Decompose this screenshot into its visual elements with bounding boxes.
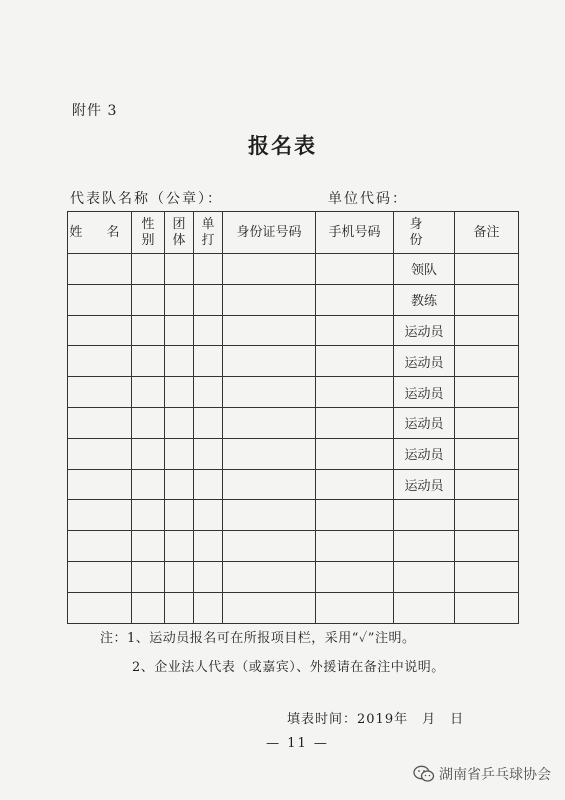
- cell-singles[interactable]: [194, 531, 223, 562]
- team-name-label: 代表队名称（公章）：: [70, 191, 223, 207]
- cell-gender[interactable]: [132, 592, 165, 623]
- cell-name[interactable]: [68, 469, 132, 500]
- cell-gender[interactable]: [132, 377, 165, 408]
- header-phone: 手机号码: [316, 212, 394, 254]
- note-line-2: 2、企业法人代表（或嘉宾）、外援请在备注中说明。: [132, 660, 445, 675]
- table-body: [68, 254, 519, 624]
- cell-id-number[interactable]: [223, 407, 316, 438]
- table-row: [68, 592, 519, 623]
- cell-role: 教练: [394, 284, 455, 315]
- cell-id-number[interactable]: [223, 284, 316, 315]
- header-role: 身 份: [394, 212, 455, 254]
- cell-remarks[interactable]: [455, 438, 519, 469]
- cell-singles[interactable]: [194, 592, 223, 623]
- cell-role: 运动员: [394, 407, 455, 438]
- cell-team-event[interactable]: [165, 500, 194, 531]
- cell-team-event[interactable]: [165, 438, 194, 469]
- cell-gender[interactable]: [132, 284, 165, 315]
- cell-id-number[interactable]: [223, 315, 316, 346]
- cell-role: [394, 500, 455, 531]
- cell-singles[interactable]: [194, 561, 223, 592]
- cell-name[interactable]: [68, 346, 132, 377]
- cell-singles[interactable]: [194, 377, 223, 408]
- page-number: — 11 —: [266, 736, 329, 751]
- cell-remarks[interactable]: [455, 561, 519, 592]
- cell-phone[interactable]: [316, 561, 394, 592]
- cell-gender[interactable]: [132, 254, 165, 285]
- cell-singles[interactable]: [194, 284, 223, 315]
- notes: [100, 624, 445, 682]
- cell-id-number[interactable]: [223, 254, 316, 285]
- cell-name[interactable]: [68, 254, 132, 285]
- table-row: [68, 531, 519, 562]
- cell-name[interactable]: [68, 531, 132, 562]
- cell-phone[interactable]: [316, 254, 394, 285]
- header-remarks: 备注: [455, 212, 519, 254]
- cell-remarks[interactable]: [455, 377, 519, 408]
- unit-code-label: 单位代码：: [328, 191, 408, 207]
- cell-name[interactable]: [68, 561, 132, 592]
- header-id-number: 身份证号码: [223, 212, 316, 254]
- cell-gender[interactable]: [132, 346, 165, 377]
- header-singles: 单 打: [194, 212, 223, 254]
- watermark-text: 湖南省乒乓球协会: [439, 766, 551, 782]
- cell-gender[interactable]: [132, 531, 165, 562]
- cell-team-event[interactable]: [165, 407, 194, 438]
- table-row: [68, 254, 519, 285]
- cell-singles[interactable]: [194, 254, 223, 285]
- cell-role: 运动员: [394, 469, 455, 500]
- watermark: [413, 764, 551, 784]
- cell-name[interactable]: [68, 407, 132, 438]
- cell-gender[interactable]: [132, 500, 165, 531]
- cell-phone[interactable]: [316, 500, 394, 531]
- cell-singles[interactable]: [194, 346, 223, 377]
- page-title: 报名表: [248, 133, 317, 158]
- cell-name[interactable]: [68, 284, 132, 315]
- cell-team-event[interactable]: [165, 377, 194, 408]
- attachment-label: 附件 3: [72, 103, 118, 119]
- cell-role: 运动员: [394, 346, 455, 377]
- cell-role: [394, 592, 455, 623]
- cell-role: 运动员: [394, 315, 455, 346]
- cell-singles[interactable]: [194, 315, 223, 346]
- cell-remarks[interactable]: [455, 592, 519, 623]
- cell-name[interactable]: [68, 377, 132, 408]
- cell-singles[interactable]: [194, 500, 223, 531]
- cell-role: [394, 531, 455, 562]
- cell-id-number[interactable]: [223, 592, 316, 623]
- cell-team-event[interactable]: [165, 531, 194, 562]
- cell-singles[interactable]: [194, 438, 223, 469]
- cell-gender[interactable]: [132, 561, 165, 592]
- table-header-row: [68, 212, 519, 254]
- cell-remarks[interactable]: [455, 254, 519, 285]
- cell-phone[interactable]: [316, 407, 394, 438]
- wechat-icon: [413, 765, 435, 783]
- cell-id-number[interactable]: [223, 438, 316, 469]
- cell-team-event[interactable]: [165, 284, 194, 315]
- cell-remarks[interactable]: [455, 531, 519, 562]
- registration-table: [67, 211, 519, 624]
- table-row: [68, 438, 519, 469]
- cell-remarks[interactable]: [455, 284, 519, 315]
- fill-time: 填表时间：2019年 月 日: [287, 712, 465, 727]
- cell-id-number[interactable]: [223, 500, 316, 531]
- cell-remarks[interactable]: [455, 500, 519, 531]
- cell-remarks[interactable]: [455, 469, 519, 500]
- cell-phone[interactable]: [316, 284, 394, 315]
- table-row: [68, 561, 519, 592]
- cell-phone[interactable]: [316, 469, 394, 500]
- cell-team-event[interactable]: [165, 254, 194, 285]
- cell-id-number[interactable]: [223, 561, 316, 592]
- table-row: [68, 346, 519, 377]
- cell-gender[interactable]: [132, 407, 165, 438]
- header-name: 姓 名: [68, 212, 132, 254]
- cell-gender[interactable]: [132, 469, 165, 500]
- cell-team-event[interactable]: [165, 346, 194, 377]
- header-gender: 性 别: [132, 212, 165, 254]
- header-team-event: 团 体: [165, 212, 194, 254]
- cell-singles[interactable]: [194, 407, 223, 438]
- cell-team-event[interactable]: [165, 592, 194, 623]
- cell-remarks[interactable]: [455, 346, 519, 377]
- cell-phone[interactable]: [316, 438, 394, 469]
- cell-singles[interactable]: [194, 469, 223, 500]
- table-row: [68, 315, 519, 346]
- table-row: [68, 284, 519, 315]
- cell-phone[interactable]: [316, 531, 394, 562]
- cell-phone[interactable]: [316, 346, 394, 377]
- table-row: [68, 469, 519, 500]
- cell-name[interactable]: [68, 315, 132, 346]
- cell-gender[interactable]: [132, 438, 165, 469]
- cell-team-event[interactable]: [165, 561, 194, 592]
- cell-id-number[interactable]: [223, 531, 316, 562]
- cell-id-number[interactable]: [223, 377, 316, 408]
- cell-role: 领队: [394, 254, 455, 285]
- cell-gender[interactable]: [132, 315, 165, 346]
- cell-role: 运动员: [394, 438, 455, 469]
- cell-team-event[interactable]: [165, 315, 194, 346]
- cell-name[interactable]: [68, 438, 132, 469]
- cell-name[interactable]: [68, 500, 132, 531]
- cell-team-event[interactable]: [165, 469, 194, 500]
- note-line-1: 注：1、运动员报名可在所报项目栏，采用“✓”注明。: [100, 631, 416, 646]
- cell-phone[interactable]: [316, 377, 394, 408]
- cell-role: 运动员: [394, 377, 455, 408]
- table-row: [68, 377, 519, 408]
- cell-phone[interactable]: [316, 315, 394, 346]
- cell-remarks[interactable]: [455, 315, 519, 346]
- table-row: [68, 407, 519, 438]
- cell-remarks[interactable]: [455, 407, 519, 438]
- table-row: [68, 500, 519, 531]
- cell-name[interactable]: [68, 592, 132, 623]
- cell-id-number[interactable]: [223, 346, 316, 377]
- cell-phone[interactable]: [316, 592, 394, 623]
- cell-role: [394, 561, 455, 592]
- cell-id-number[interactable]: [223, 469, 316, 500]
